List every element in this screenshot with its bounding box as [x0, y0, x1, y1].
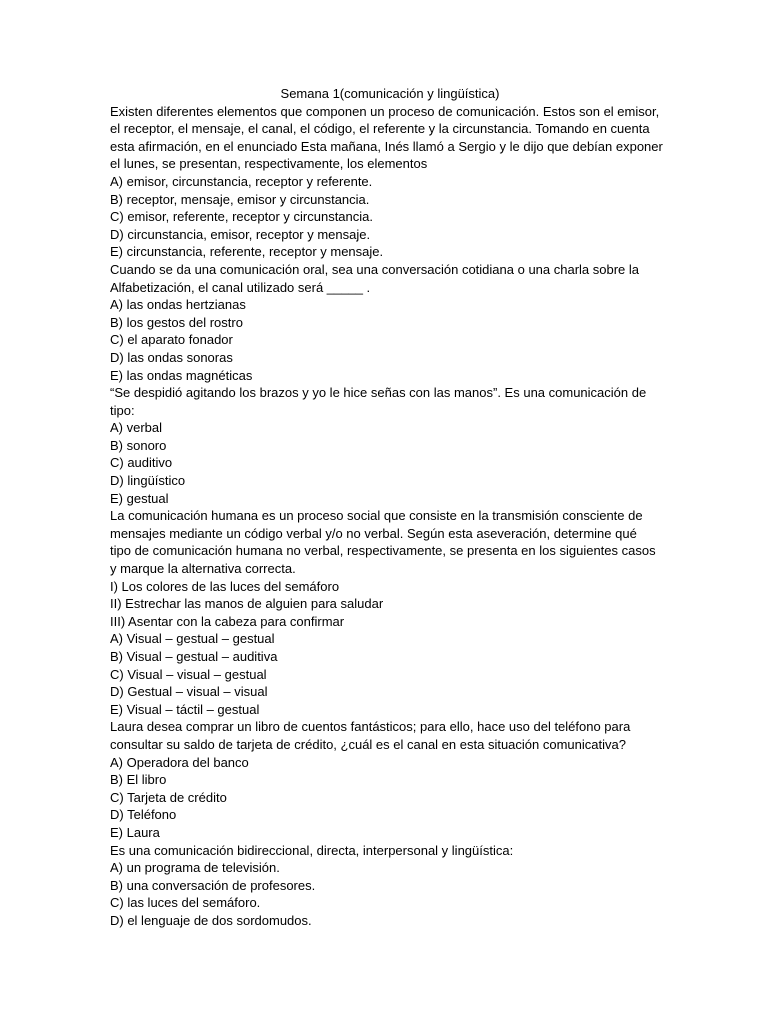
text-line: A) verbal	[110, 420, 163, 436]
text-line: B) Visual – gestual – auditiva	[110, 649, 278, 664]
text-line: D) el lenguaje de dos sordomudos.	[110, 912, 312, 928]
text-line: mensajes mediante un código verbal y/o no verbal. Según esta aseveración, determine qué	[110, 525, 637, 541]
text-line: B) El libro	[110, 772, 167, 788]
text-line: E) Laura	[110, 824, 160, 840]
text-line: E) Visual – táctil – gestual	[110, 701, 260, 717]
page-title: Semana 1(comunicación y lingüística)	[280, 86, 500, 101]
text-line: E) gestual	[110, 490, 169, 506]
text-line: tipo:	[110, 402, 135, 418]
text-line: el lunes, se presentan, respectivamente, los elementos	[110, 156, 428, 172]
text-line: B) los gestos del rostro	[110, 314, 243, 330]
text-line: A) Visual – gestual – gestual	[110, 631, 275, 647]
text-line: Alfabetización, el canal utilizado será _____ .	[110, 279, 371, 295]
text-line: consultar su saldo de tarjeta de crédito, ¿cuál es el canal en esta situación comunicativa?	[110, 736, 626, 752]
text-line: La comunicación humana es un proceso social que consiste en la transmisión consciente de	[110, 508, 643, 524]
text-line: A) las ondas hertzianas	[110, 297, 246, 313]
text-line: III) Asentar con la cabeza para confirmar	[110, 613, 345, 629]
text-lines	[110, 103, 670, 930]
text-line: C) emisor, referente, receptor y circunstancia.	[110, 209, 373, 225]
text-line: D) Gestual – visual – visual	[110, 684, 268, 700]
text-line: D) lingüístico	[110, 473, 186, 489]
text-line: E) circunstancia, referente, receptor y mensaje.	[110, 244, 384, 260]
text-line: A) un programa de televisión.	[110, 860, 280, 876]
text-line: y marque la alternativa correcta.	[110, 561, 296, 577]
text-line: B) una conversación de profesores.	[110, 877, 316, 893]
text-line: el receptor, el mensaje, el canal, el código, el referente y la circunstancia. Tomando en cuenta	[110, 121, 650, 137]
text-line: A) Operadora del banco	[110, 754, 249, 770]
text-line: B) sonoro	[110, 437, 167, 453]
document-body	[110, 85, 670, 930]
text-line: C) las luces del semáforo.	[110, 895, 261, 911]
text-line: E) las ondas magnéticas	[110, 367, 253, 383]
text-line: D) las ondas sonoras	[110, 349, 233, 365]
text-line: Cuando se da una comunicación oral, sea una conversación cotidiana o una charla sobre la	[110, 261, 640, 277]
text-line: C) auditivo	[110, 455, 173, 471]
text-line: Laura desea comprar un libro de cuentos fantásticos; para ello, hace uso del teléfono para	[110, 719, 631, 735]
text-line: I) Los colores de las luces del semáforo	[110, 578, 340, 594]
text-line: C) Tarjeta de crédito	[110, 789, 227, 805]
text-line: D) Teléfono	[110, 807, 177, 823]
text-line: C) Visual – visual – gestual	[110, 666, 267, 682]
text-line: Es una comunicación bidireccional, directa, interpersonal y lingüística:	[110, 842, 514, 858]
text-line: Existen diferentes elementos que componen un proceso de comunicación. Estos son el emisor,	[110, 103, 660, 119]
text-line: II) Estrechar las manos de alguien para saludar	[110, 596, 384, 612]
text-line: C) el aparato fonador	[110, 332, 233, 348]
text-line: “Se despidió agitando los brazos y yo le hice señas con las manos”. Es una comunicación de	[110, 385, 647, 401]
text-line: esta afirmación, en el enunciado Esta mañana, Inés llamó a Sergio y le dijo que debían exponer	[110, 138, 663, 154]
text-line: A) emisor, circunstancia, receptor y referente.	[110, 173, 373, 189]
text-line: tipo de comunicación humana no verbal, respectivamente, se presenta en los siguientes casos	[110, 543, 656, 559]
text-line: D) circunstancia, emisor, receptor y mensaje.	[110, 226, 371, 242]
text-line: B) receptor, mensaje, emisor y circunstancia.	[110, 191, 370, 207]
